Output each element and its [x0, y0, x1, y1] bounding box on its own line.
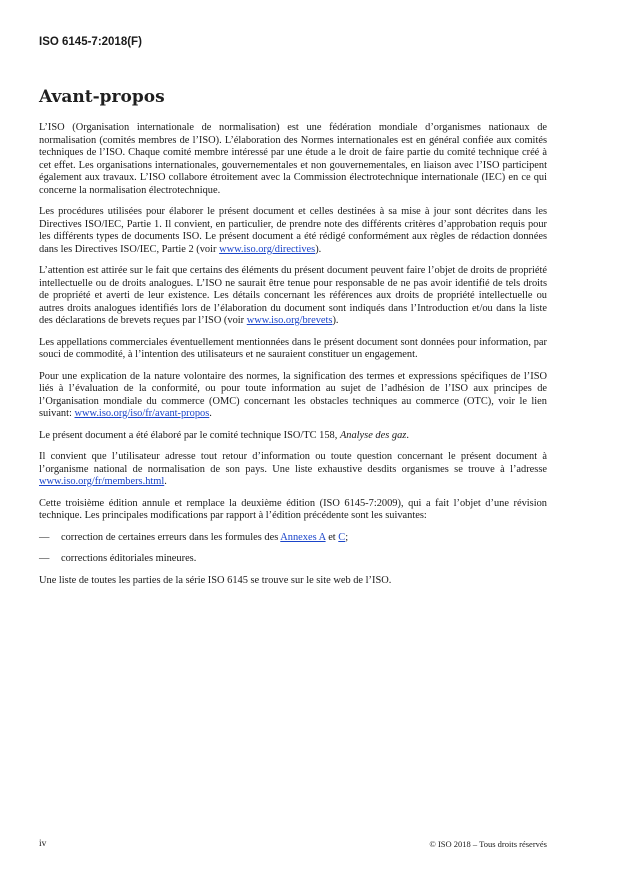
paragraph-iso-intro: L’ISO (Organisation internationale de normalisation) est une fédération mondiale d’organismes nationaux de normalisation (comités membres de l’ISO). L’élaboration des Normes internationales est en général confiée aux comités techniques de l’ISO. Chaque comité membre intéressé par une étude a le droit de faire partie du comité technique créé à cet effet. Les organisations internationales, gouvernementales et non gouvernementales, en liaison avec l’ISO participent également aux travaux. L’ISO collabore étroitement avec la Commission électrotechnique internationale (IEC) en ce qui concerne la normalisation électrotechnique.: [39, 122, 547, 196]
document-body: [39, 122, 547, 596]
paragraph-procedures: [39, 206, 547, 256]
paragraph-feedback: [39, 451, 547, 489]
patents-link[interactable]: www.iso.org/brevets: [246, 315, 333, 326]
paragraph-text: ).: [315, 243, 322, 255]
paragraph-text: Le présent document a été élaboré par le comité technique ISO/TC 158,: [39, 429, 340, 441]
directives-link[interactable]: www.iso.org/directives: [219, 243, 316, 255]
committee-title: Analyse des gaz: [339, 429, 407, 441]
copyright-notice: © ISO 2018 – Tous droits réservés: [429, 839, 547, 849]
annex-c-link[interactable]: C: [338, 531, 346, 543]
document-id: ISO 6145-7:2018(F): [39, 36, 142, 48]
list-item-text: corrections éditoriales mineures.: [61, 553, 197, 564]
list-item: [39, 532, 547, 545]
members-link[interactable]: www.iso.org/fr/members.html: [39, 476, 165, 487]
page-number: iv: [39, 839, 47, 849]
paragraph-voluntary-nature: [39, 371, 547, 421]
foreword-link[interactable]: www.iso.org/iso/fr/avant-propos: [74, 408, 210, 419]
list-dash: —: [39, 553, 50, 564]
list-dash: —: [39, 531, 50, 543]
paragraph-text: L’attention est attirée sur le fait que certains des éléments du présent document peuvent faire l’objet de droits de propriété intellectuelle ou de droits analogues. L’ISO ne saurait être tenue pour responsable de ne pas avoir identifié de tels droits de propriété et averti de leur existence. Les détails concernant les références aux droits de propriété intellectuelle ou autres droits analogues identifiés lors de l’élaboration du document sont indiqués dans l’Introduction et/ou dans la liste des déclarations de brevets reçues par l’ISO (voir: [39, 265, 547, 326]
page-title: Avant-propos: [39, 87, 165, 107]
paragraph-text: .: [164, 476, 167, 487]
list-text: ;: [345, 531, 349, 543]
paragraph-series-parts: Une liste de toutes les parties de la série ISO 6145 se trouve sur le site web de l’ISO.: [39, 574, 392, 586]
paragraph-text: .: [406, 429, 409, 441]
paragraph-edition: Cette troisième édition annule et remplace la deuxième édition (ISO 6145-7:2009), qui a fait l’objet d’une révision technique. Les principales modifications par rapport à l’édition précédente sont les suivantes:: [39, 497, 547, 521]
paragraph-text: Les procédures utilisées pour élaborer le présent document et celles destinées à sa mise à jour sont décrites dans les Directives ISO/IEC, Partie 1. Il convient, en particulier, de prendre note des différents critères d’approbation requis pour les différents types de documents ISO. Le présent document a été rédigé conformément aux règles de rédaction données dans les Directives ISO/IEC, Partie 2 (voir: [39, 206, 547, 255]
paragraph-patent-rights: [39, 265, 547, 328]
list-item: [39, 553, 547, 566]
list-text: correction de certaines erreurs dans les formules des: [61, 531, 281, 543]
paragraph-text: Pour une explication de la nature volontaire des normes, la signification des termes et expressions spécifiques de l’ISO liés à l’évaluation de la conformité, ou pour toute information au sujet de l’adhésion de l’ISO aux principes de l’Organisation mondiale du commerce (OMC) concernant les obstacles techniques au commerce (OTC), voir le lien suivant:: [39, 370, 547, 419]
paragraph-trade-names: Les appellations commerciales éventuellement mentionnées dans le présent document sont données pour information, par souci de commodité, à l’intention des utilisateurs et ne sauraient constituer un engagement.: [39, 336, 547, 360]
paragraph-text: .: [209, 408, 212, 419]
annex-a-link[interactable]: Annexes A: [280, 531, 326, 543]
paragraph-text: ).: [332, 315, 339, 326]
list-item-text: [61, 532, 348, 545]
paragraph-committee: [39, 430, 547, 443]
paragraph-text: Il convient que l’utilisateur adresse tout retour d’information ou toute question concernant le présent document à l’organisme national de normalisation de son pays. Une liste exhaustive desdits organismes se trouve à l’adresse: [39, 451, 547, 475]
list-text: et: [325, 531, 339, 543]
